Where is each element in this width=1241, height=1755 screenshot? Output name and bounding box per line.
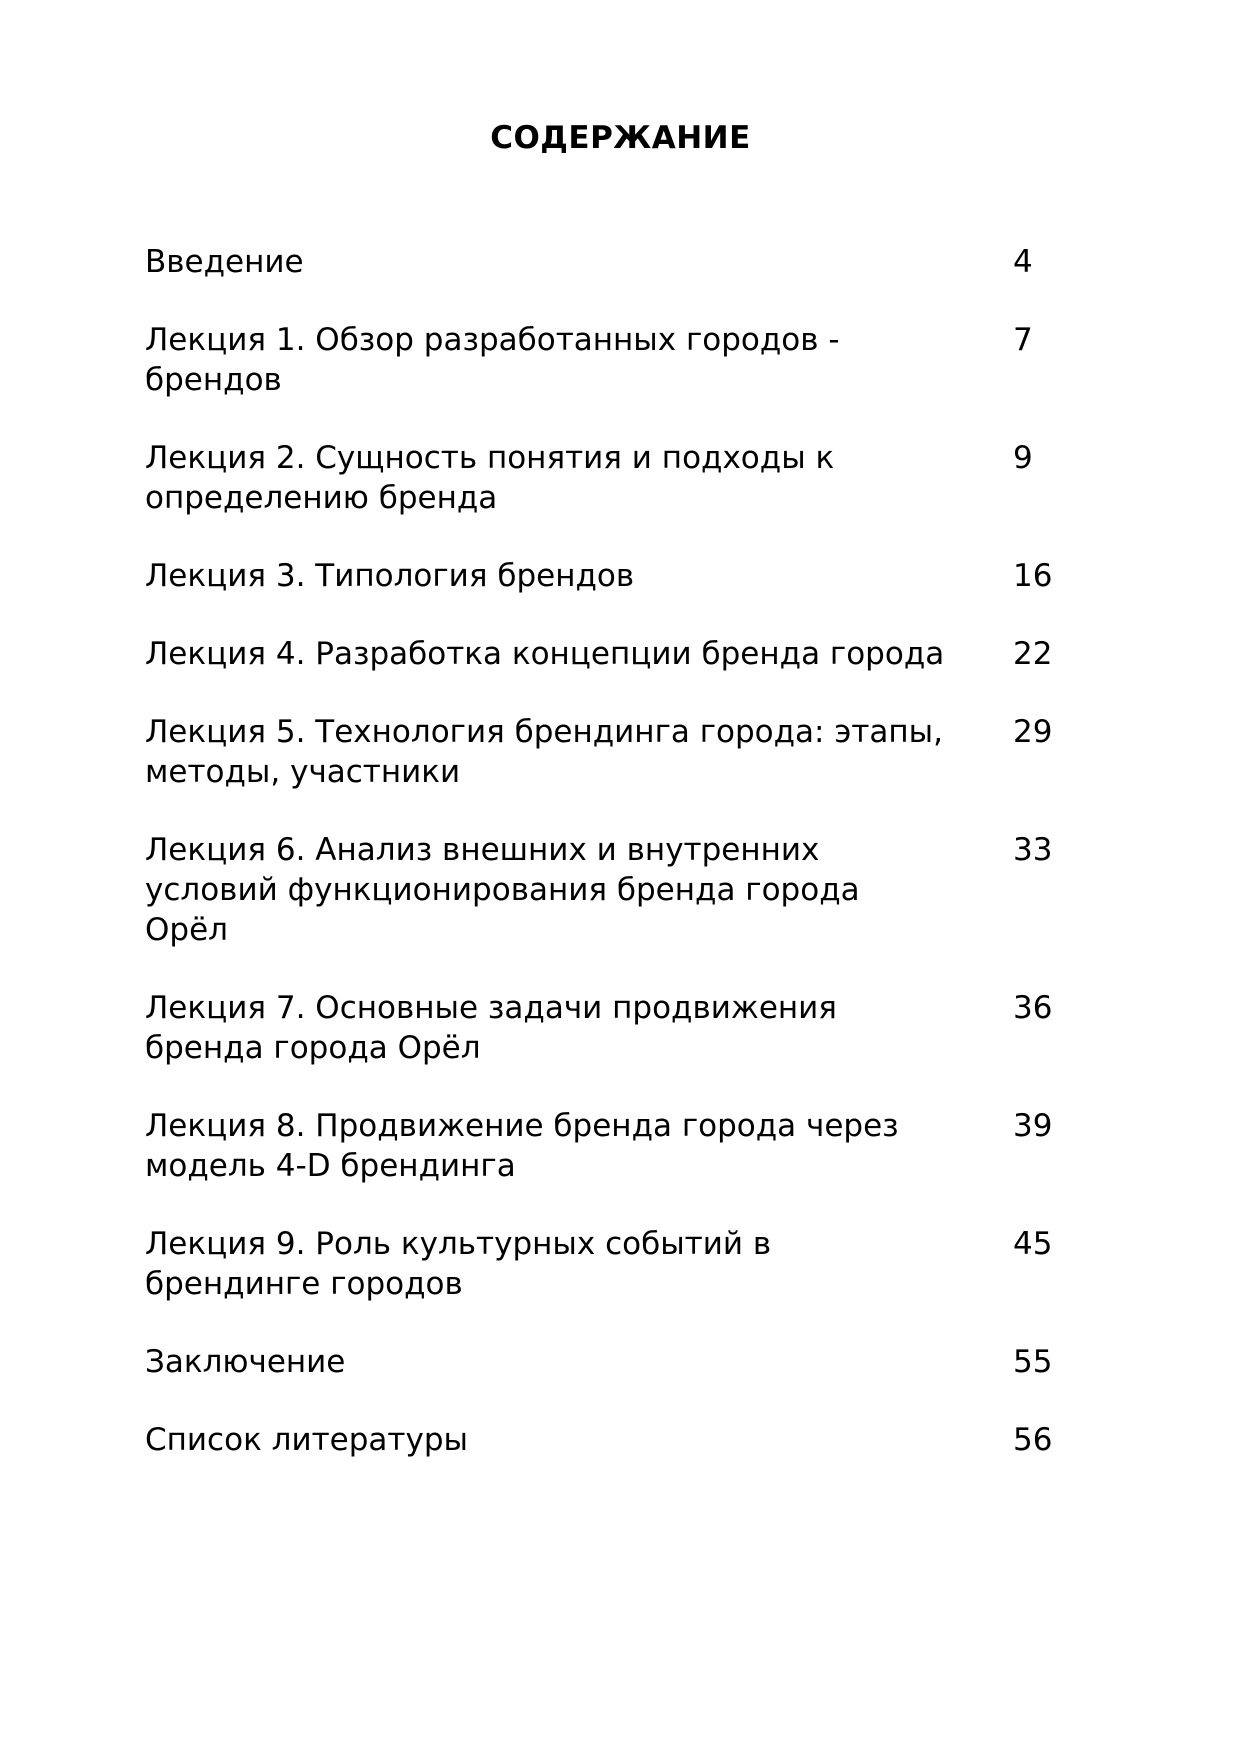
toc-entry-page: 16: [1013, 558, 1053, 594]
toc-entry-text: Лекция 5. Технология брендинга города: этапы, методы, участники: [145, 714, 944, 790]
toc-entry-text: Список литературы: [145, 1422, 468, 1458]
toc-entry: [145, 438, 1065, 518]
toc-entry: [145, 320, 1065, 400]
toc-entry: [145, 830, 1065, 950]
toc-entry-page: 29: [1013, 714, 1053, 750]
toc-entry-text: Введение: [145, 244, 304, 280]
toc-entry: [145, 556, 1065, 596]
toc-entry: [145, 1224, 1065, 1304]
toc-entry: [145, 634, 1065, 674]
toc-entry: [145, 988, 1065, 1068]
toc-entry-page: 36: [1013, 990, 1053, 1026]
toc-entry-text: Лекция 8. Продвижение бренда города через модель 4-D брендинга: [145, 1108, 899, 1184]
toc-entry-page: 22: [1013, 636, 1053, 672]
toc-entry-page: 7: [1013, 322, 1033, 358]
table-of-contents: [145, 242, 1065, 1498]
toc-entry-page: 55: [1013, 1344, 1053, 1380]
toc-entry-text: Заключение: [145, 1344, 346, 1380]
toc-entry-page: 4: [1013, 244, 1033, 280]
toc-entry: [145, 712, 1065, 792]
toc-entry-text: Лекция 4. Разработка концепции бренда города: [145, 636, 945, 672]
toc-entry-text: Лекция 7. Основные задачи продвижения бренда города Орёл: [145, 990, 837, 1066]
toc-entry-page: 45: [1013, 1226, 1053, 1262]
toc-entry: [145, 1420, 1065, 1460]
page-title: СОДЕРЖАНИЕ: [490, 120, 751, 156]
toc-entry: [145, 1342, 1065, 1382]
toc-entry-page: 56: [1013, 1422, 1053, 1458]
toc-entry: [145, 1106, 1065, 1186]
toc-entry-page: 33: [1013, 832, 1053, 868]
toc-entry-text: Лекция 1. Обзор разработанных городов - брендов: [145, 322, 840, 398]
toc-entry-text: Лекция 9. Роль культурных событий в брендинге городов: [145, 1226, 772, 1302]
toc-entry-text: Лекция 6. Анализ внешних и внутренних условий функционирования бренда города Орёл: [145, 832, 860, 948]
toc-entry-text: Лекция 2. Сущность понятия и подходы к определению бренда: [145, 440, 835, 516]
toc-entry: [145, 242, 1065, 282]
toc-entry-text: Лекция 3. Типология брендов: [145, 558, 635, 594]
toc-entry-page: 39: [1013, 1108, 1053, 1144]
toc-entry-page: 9: [1013, 440, 1033, 476]
